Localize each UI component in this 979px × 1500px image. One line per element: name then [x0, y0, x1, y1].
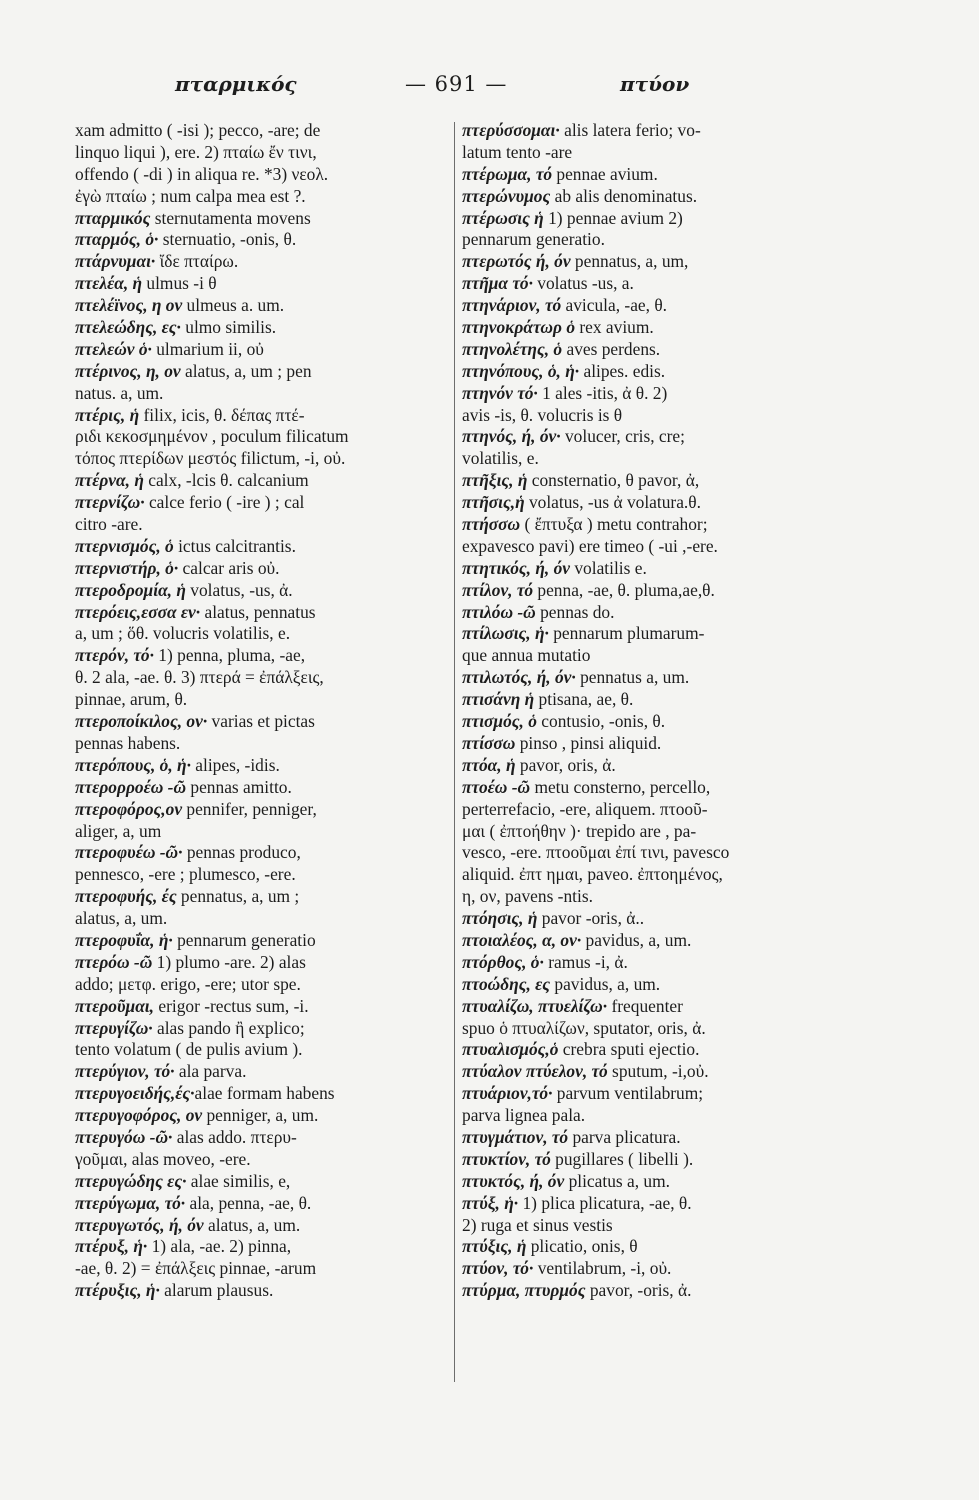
dictionary-line [75, 164, 451, 186]
definition-text: crebra sputi ejectio. [558, 1039, 700, 1060]
headword: πτηνολέτης, ὁ [462, 338, 563, 359]
definition-text: linquo liqui ), ere. 2) πταίω ἔν τινι, [75, 141, 317, 162]
dictionary-line [75, 645, 451, 667]
definition-text: volatus, -us ἀ volatura.θ. [524, 492, 701, 513]
headword: πτερόεις,εσσα εν· [75, 601, 201, 622]
definition-text: alatus, a, um. [75, 908, 168, 929]
headword: πτίλον, τό [462, 579, 534, 600]
headword: πτερύγωμα, τό· [75, 1192, 186, 1213]
headword: πτῆμα τό· [462, 273, 533, 294]
column-divider [454, 122, 455, 1382]
definition-text: μαι ( ἐπτοήθην )· trepido are , pa- [462, 820, 697, 841]
dictionary-line [75, 886, 451, 908]
definition-text: a, um ; ὅθ. volucris volatilis, e. [75, 623, 291, 644]
definition-text: 1 ales -itis, ἀ θ. 2) [537, 382, 668, 403]
headword: πτερνισμός, ὁ [75, 535, 174, 556]
dictionary-line [75, 602, 451, 624]
definition-text: natus. a, um. [75, 382, 164, 403]
definition-text: ictus calcitrantis. [173, 535, 296, 556]
dictionary-line [462, 1171, 882, 1193]
headword: πτύον, τό· [462, 1258, 534, 1279]
dictionary-line [75, 1018, 451, 1040]
dictionary-line [462, 558, 882, 580]
definition-text: volatilis, e. [462, 448, 539, 469]
dictionary-line [75, 558, 451, 580]
definition-text: vesco, -ere. πτοοῦμαι ἐπί τινι, pavesco [462, 842, 730, 863]
page-header [0, 72, 979, 108]
definition-text: 2) ruga et sinus vestis [462, 1214, 613, 1235]
definition-text: ριδι κεκοσμημένον , poculum filicatum [75, 426, 349, 447]
definition-text: alipes, -idis. [190, 754, 280, 775]
headword: πτερυγόω -ῶ· [75, 1126, 173, 1147]
definition-text: alatus, pennatus [200, 601, 316, 622]
headword: πτερνίζω· [75, 492, 145, 513]
dictionary-line [462, 908, 882, 930]
definition-text: -ae, θ. 2) = ἐπάλξεις pinnae, -arum [75, 1258, 317, 1279]
definition-text: varias et pictas [207, 711, 315, 732]
headword: πτηνόν τό· [462, 382, 538, 403]
dictionary-line [462, 1061, 882, 1083]
definition-text: volucer, cris, cre; [560, 426, 685, 447]
definition-text: avis -is, θ. volucris is θ [462, 404, 623, 425]
dictionary-line [462, 755, 882, 777]
dictionary-line [462, 339, 882, 361]
dictionary-line [462, 733, 882, 755]
dictionary-line [462, 1083, 882, 1105]
headword: πτελεώδης, ες· [75, 317, 181, 338]
dictionary-line [75, 492, 451, 514]
dictionary-line [75, 842, 451, 864]
dictionary-line [462, 1193, 882, 1215]
definition-text: aliquid. ἐπτ ημαι, paveo. ἐπτοημένος, [462, 864, 723, 885]
dictionary-line [75, 1105, 451, 1127]
headword: πτητικός, ή, όν [462, 557, 570, 578]
definition-text: alarum plausus. [159, 1280, 274, 1301]
dictionary-line [462, 952, 882, 974]
headword: πτύαλον πτύελον, τό [462, 1061, 608, 1082]
dictionary-line [462, 799, 882, 821]
right-guide-word: πτύον [620, 72, 690, 96]
dictionary-line [462, 580, 882, 602]
definition-text: 1) plumo -are. 2) alas [152, 951, 306, 972]
headword: πτῆξις, ἡ [462, 470, 528, 491]
dictionary-line [462, 295, 882, 317]
dictionary-line [462, 120, 882, 142]
dictionary-line [75, 733, 451, 755]
dictionary-line [75, 1061, 451, 1083]
definition-text: alae formam habens [194, 1083, 335, 1104]
headword: πτερυγοφόρος, ον [75, 1105, 203, 1126]
definition-text: pavor, -oris, ἀ. [585, 1280, 692, 1301]
definition-text: tento volatum ( de pulis avium ). [75, 1039, 303, 1060]
dictionary-line [462, 251, 882, 273]
definition-text: alipes. edis. [579, 360, 666, 381]
dictionary-line [75, 952, 451, 974]
definition-text: parva lignea pala. [462, 1105, 586, 1126]
dictionary-line [75, 1258, 451, 1280]
dictionary-line [462, 821, 882, 843]
definition-text: erigor -rectus sum, -i. [154, 995, 309, 1016]
definition-text: pennesco, -ere ; plumesco, -ere. [75, 864, 296, 885]
headword: πτήσσω [462, 514, 521, 535]
definition-text: pennatus, a, um ; [176, 886, 300, 907]
definition-text: aves perdens. [562, 338, 661, 359]
definition-text: ulmarium ii, οὐ [151, 338, 264, 359]
definition-text: perterrefacio, -ere, aliquem. πτοοῦ- [462, 798, 708, 819]
dictionary-line [75, 755, 451, 777]
definition-text: 1) penna, pluma, -ae, [153, 645, 306, 666]
headword: πτέρωμα, τό [462, 163, 553, 184]
definition-text: alas addo. πτερυ- [172, 1126, 297, 1147]
dictionary-line [75, 1127, 451, 1149]
definition-text: spuo ὁ πτυαλίζων, sputator, oris, ἀ. [462, 1017, 706, 1038]
definition-text: citro -are. [75, 514, 143, 535]
dictionary-line [462, 1105, 882, 1127]
definition-text: calcar aris οὐ. [178, 557, 280, 578]
headword: πτοέω -ῶ [462, 776, 531, 797]
headword: πτόησις, ἡ [462, 908, 538, 929]
dictionary-line [462, 186, 882, 208]
headword: πτηνός, ή, όν· [462, 426, 561, 447]
dictionary-line [75, 273, 451, 295]
definition-text: ala, penna, -ae, θ. [185, 1192, 312, 1213]
headword: πτεροποίκιλος, ον· [75, 711, 208, 732]
headword: πτεροφυέω -ῶ· [75, 842, 183, 863]
dictionary-line [75, 1193, 451, 1215]
definition-text: pennifer, penniger, [182, 798, 317, 819]
definition-text: ἴδε πταίρω. [155, 251, 239, 272]
headword: πτοιαλέος, α, ον· [462, 929, 582, 950]
page-number: — 691 — [405, 72, 508, 96]
definition-text: offendo ( -di ) in aliqua re. *3) νεολ. [75, 163, 329, 184]
definition-text: alis latera ferio; vo- [559, 120, 701, 140]
definition-text: ptisana, ae, θ. [534, 689, 634, 710]
dictionary-line [462, 514, 882, 536]
definition-text: pugillares ( libelli ). [550, 1148, 694, 1169]
headword: πτυάριον,τό· [462, 1083, 553, 1104]
dictionary-line [462, 886, 882, 908]
dictionary-line [75, 689, 451, 711]
dictionary-line [75, 470, 451, 492]
definition-text: pavidus, a, um. [550, 973, 661, 994]
headword: πτεροφυής, ές [75, 886, 177, 907]
dictionary-line [462, 711, 882, 733]
headword: πτερνιστήρ, ὁ· [75, 557, 179, 578]
headword: πτεροῦμαι, [75, 995, 154, 1016]
dictionary-line [75, 799, 451, 821]
dictionary-line [75, 711, 451, 733]
dictionary-line [462, 645, 882, 667]
headword: πτυκτός, ή, όν [462, 1170, 565, 1191]
dictionary-line [75, 1039, 451, 1061]
definition-text: pinso , pinsi aliquid. [515, 732, 662, 753]
definition-text: parva plicatura. [568, 1126, 681, 1147]
definition-text: pennarum generatio [172, 929, 316, 950]
definition-text: expavesco pavi) ere timeo ( -ui ,-ere. [462, 535, 718, 556]
definition-text: frequenter [607, 995, 683, 1016]
headword: πτερόν, τό· [75, 645, 154, 666]
headword: πτεροδρομία, ἡ [75, 579, 186, 600]
dictionary-line [462, 426, 882, 448]
headword: πτηνοκράτωρ ὁ [462, 317, 576, 338]
definition-text: pavidus, a, um. [581, 929, 692, 950]
dictionary-line [462, 1280, 882, 1302]
headword: πταρμός, ὁ· [75, 229, 159, 250]
headword: πτυκτίον, τό [462, 1148, 551, 1169]
dictionary-line [75, 667, 451, 689]
definition-text: volatus, -us, ἀ. [185, 579, 293, 600]
dictionary-line [75, 864, 451, 886]
definition-text: pennatus a, um. [575, 667, 690, 688]
definition-text: alatus, a, um ; pen [180, 360, 312, 381]
dictionary-line [75, 229, 451, 251]
dictionary-line [462, 1039, 882, 1061]
definition-text: plicatus a, um. [564, 1170, 670, 1191]
headword: πτερυγοειδής,ές· [75, 1083, 195, 1104]
dictionary-line [462, 842, 882, 864]
headword: πτέρις, ἡ [75, 404, 140, 425]
definition-text: pennas amitto. [186, 776, 292, 797]
dictionary-line [462, 470, 882, 492]
dictionary-line [462, 448, 882, 470]
dictionary-line [462, 602, 882, 624]
dictionary-line [462, 1127, 882, 1149]
definition-text: addo; μετφ. erigo, -ere; utor spe. [75, 973, 301, 994]
definition-text: penna, -ae, θ. pluma,ae,θ. [533, 579, 715, 600]
definition-text: pennas produco, [182, 842, 301, 863]
dictionary-line [462, 1258, 882, 1280]
headword: πτιλόω -ῶ [462, 601, 536, 622]
dictionary-line [462, 1236, 882, 1258]
definition-text: pinnae, arum, θ. [75, 689, 188, 710]
dictionary-line [75, 186, 451, 208]
headword: πτερορροέω -ῶ [75, 776, 187, 797]
definition-text: ventilabrum, -i, οὐ. [533, 1258, 672, 1279]
dictionary-line [75, 821, 451, 843]
right-column [462, 120, 882, 1302]
headword: πτέρινος, η, ον [75, 360, 181, 381]
dictionary-line [462, 492, 882, 514]
headword: πτίσσω [462, 732, 516, 753]
definition-text: consternatio, θ pavor, ἀ, [527, 470, 700, 491]
headword: πτόρθος, ὁ· [462, 951, 544, 972]
headword: πτερύσσομαι· [462, 120, 560, 140]
definition-text: ala parva. [174, 1061, 247, 1082]
left-column [75, 120, 451, 1302]
dictionary-line [462, 1018, 882, 1040]
definition-text: η, ον, pavens -ntis. [462, 886, 593, 907]
dictionary-line [75, 405, 451, 427]
definition-text: parvum ventilabrum; [552, 1083, 704, 1104]
headword: πτύξ, ἡ· [462, 1192, 519, 1213]
headword: πτελεών ὁ· [75, 338, 152, 359]
headword: πτέρυξ, ἡ· [75, 1236, 148, 1257]
headword: πτῆσις,ἡ [462, 492, 525, 513]
headword: πτεροφυΐα, ἡ· [75, 929, 173, 950]
headword: πτόα, ἡ [462, 754, 516, 775]
definition-text: pennarum plumarum- [548, 623, 705, 644]
dictionary-line [462, 930, 882, 952]
definition-text: pavor -oris, ἀ.. [537, 908, 645, 929]
dictionary-line [462, 317, 882, 339]
headword: πτύξις, ἡ [462, 1236, 527, 1257]
definition-text: τόπος πτερίδων μεστός filictum, -i, οὐ. [75, 448, 346, 469]
definition-text: ἐγὼ πταίω ; num calpa mea est ?. [75, 185, 306, 206]
definition-text: 1) ala, -ae. 2) pinna, [147, 1236, 292, 1257]
headword: πτεροφόρος,ον [75, 798, 183, 819]
definition-text: sternutamenta movens [150, 207, 311, 228]
dictionary-line [75, 1171, 451, 1193]
definition-text: filix, icis, θ. δέπας πτέ- [139, 404, 305, 425]
headword: πτισμός, ὁ [462, 711, 537, 732]
definition-text: latum tento -are [462, 141, 573, 162]
definition-text: aliger, a, um [75, 820, 162, 841]
headword: πτελέϊνος, η ον [75, 295, 183, 316]
dictionary-line [75, 361, 451, 383]
dictionary-line [75, 317, 451, 339]
definition-text: γοῦμαι, alas moveo, -ere. [75, 1148, 251, 1169]
dictionary-line [75, 142, 451, 164]
dictionary-line [462, 405, 882, 427]
definition-text: ulmeus a. um. [182, 295, 285, 316]
definition-text: avicula, -ae, θ. [561, 295, 668, 316]
definition-text: ab alis denominatus. [550, 185, 698, 206]
definition-text: metu consterno, percello, [530, 776, 711, 797]
dictionary-line [75, 426, 451, 448]
dictionary-line [75, 120, 451, 142]
dictionary-line [462, 689, 882, 711]
dictionary-line [462, 996, 882, 1018]
definition-text: pennas habens. [75, 732, 181, 753]
dictionary-line [462, 361, 882, 383]
definition-text: sternuatio, -onis, θ. [158, 229, 297, 250]
definition-text: pavor, oris, ἀ. [515, 754, 616, 775]
definition-text: pennae avium. [552, 163, 658, 184]
dictionary-line [462, 229, 882, 251]
dictionary-line [75, 1149, 451, 1171]
headword: πτιλωτός, ή, όν· [462, 667, 576, 688]
headword: πτυγμάτιον, τό [462, 1126, 569, 1147]
definition-text: plicatio, onis, θ [526, 1236, 638, 1257]
dictionary-line [462, 623, 882, 645]
definition-text: pennatus, a, um, [570, 251, 689, 272]
headword: πτίλωσις, ἡ· [462, 623, 549, 644]
headword: πτερυγώδης ες· [75, 1170, 187, 1191]
definition-text: ramus -i, ἀ. [543, 951, 628, 972]
dictionary-line [75, 1083, 451, 1105]
dictionary-line [75, 908, 451, 930]
headword: πτηνάριον, τό [462, 295, 562, 316]
headword: πτέρυξις, ἡ· [75, 1280, 160, 1301]
definition-text: pennas do. [535, 601, 615, 622]
dictionary-line [462, 536, 882, 558]
headword: πτερωτός ή, όν [462, 251, 571, 272]
definition-text: xam admitto ( -isi ); pecco, -are; de [75, 120, 321, 140]
dictionary-line [462, 208, 882, 230]
headword: πτερυγίζω· [75, 1017, 153, 1038]
definition-text: pennarum generatio. [462, 229, 605, 250]
dictionary-line [75, 1280, 451, 1302]
dictionary-line [462, 777, 882, 799]
headword: πτερώνυμος [462, 185, 551, 206]
dictionary-line [75, 580, 451, 602]
headword: πτυαλισμός,ὁ [462, 1039, 559, 1060]
definition-text: calx, -lcis θ. calcanium [143, 470, 309, 491]
definition-text: volatilis e. [570, 557, 647, 578]
definition-text: que annua mutatio [462, 645, 591, 666]
headword: πτέρωσις ἡ [462, 207, 544, 228]
definition-text: volatus -us, a. [532, 273, 634, 294]
definition-text: 1) plica plicatura, -ae, θ. [518, 1192, 692, 1213]
dictionary-line [462, 667, 882, 689]
dictionary-line [462, 142, 882, 164]
definition-text: penniger, a, um. [202, 1105, 319, 1126]
left-guide-word: πταρμικός [175, 72, 297, 96]
dictionary-line [75, 930, 451, 952]
headword: πταρμικός [75, 207, 151, 228]
dictionary-line [75, 623, 451, 645]
definition-text: contusio, -onis, θ. [536, 711, 666, 732]
dictionary-line [75, 208, 451, 230]
headword: πτερυγωτός, ή, όν [75, 1214, 204, 1235]
dictionary-line [75, 1215, 451, 1237]
dictionary-line [75, 383, 451, 405]
definition-text: rex avium. [575, 317, 654, 338]
dictionary-line [75, 1236, 451, 1258]
headword: πτηνόπους, ὁ, ἡ· [462, 360, 580, 381]
definition-text: ulmus -i θ [142, 273, 217, 294]
headword: πτέρνα, ἡ [75, 470, 144, 491]
definition-text: ulmo similis. [180, 317, 277, 338]
dictionary-line [75, 339, 451, 361]
headword: πτύρμα, πτυρμός [462, 1280, 586, 1301]
dictionary-line [462, 1149, 882, 1171]
definition-text: alae similis, e, [186, 1170, 291, 1191]
dictionary-line [462, 273, 882, 295]
headword: πτυαλίζω, πτυελίζω· [462, 995, 608, 1016]
headword: πτελέα, ἡ [75, 273, 143, 294]
headword: πτισάνη ἡ [462, 689, 535, 710]
dictionary-line [462, 383, 882, 405]
headword: πτερόω -ῶ [75, 951, 153, 972]
dictionary-line [462, 164, 882, 186]
definition-text: calce ferio ( -ire ) ; cal [144, 492, 305, 513]
dictionary-line [75, 777, 451, 799]
definition-text: θ. 2 ala, -ae. θ. 3) πτερά = ἐπάλξεις, [75, 667, 324, 688]
dictionary-line [462, 864, 882, 886]
dictionary-line [75, 536, 451, 558]
definition-text: alas pando ἢ explico; [152, 1017, 305, 1038]
definition-text: sputum, -i,οὐ. [607, 1061, 709, 1082]
headword: πτερόπους, ὁ, ἡ· [75, 754, 191, 775]
dictionary-line [75, 974, 451, 996]
headword: πτοώδης, ες [462, 973, 551, 994]
dictionary-line [462, 974, 882, 996]
definition-text: 1) pennae avium 2) [543, 207, 683, 228]
dictionary-line [75, 251, 451, 273]
dictionary-line [75, 295, 451, 317]
headword: πτάρνυμαι· [75, 251, 156, 272]
definition-text: ( ἔπτυξα ) metu contrahor; [520, 514, 708, 535]
definition-text: alatus, a, um. [203, 1214, 301, 1235]
headword: πτερύγιον, τό· [75, 1061, 175, 1082]
dictionary-line [75, 514, 451, 536]
dictionary-line [75, 448, 451, 470]
dictionary-line [75, 996, 451, 1018]
dictionary-line [462, 1215, 882, 1237]
